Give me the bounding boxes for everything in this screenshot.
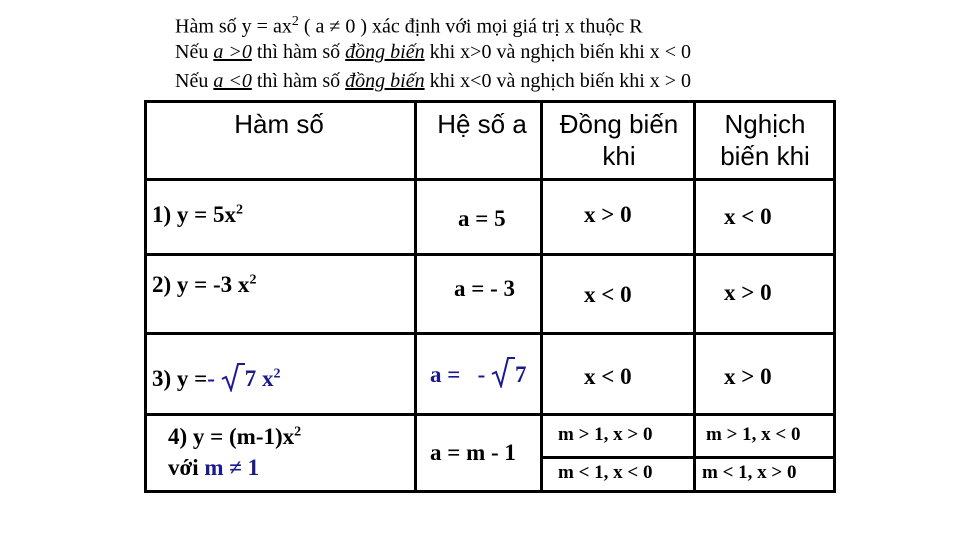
row3-function-prefix: 3) y = (152, 366, 208, 391)
row4-function (168, 424, 301, 450)
row-divider-1 (144, 253, 836, 256)
row4-increasing-1: m > 1, x > 0 (558, 424, 653, 445)
intro-line-3-a: Nếu (175, 70, 214, 92)
intro-line-3 (175, 69, 691, 93)
row3-variable: x (261, 366, 274, 391)
row-divider-3 (144, 413, 836, 416)
row3-minus-sign: - (207, 366, 215, 391)
row2-increasing: x < 0 (584, 282, 632, 307)
table-bottom-border (144, 490, 836, 493)
row2-exponent: 2 (249, 272, 257, 288)
row3-radicand: 7 (244, 366, 257, 391)
row1-coefficient: a = 5 (458, 206, 506, 231)
row4-function-text: 4) y = (m-1)x (168, 424, 295, 449)
row3-coefficient (430, 356, 527, 388)
row3-increasing: x < 0 (584, 364, 632, 389)
row4-inner-divider (540, 456, 836, 459)
row1-decreasing: x < 0 (724, 204, 772, 229)
intro-line-3-c: khi x<0 và nghịch biến khi x > 0 (424, 70, 692, 92)
row3-coefficient-minus: - (477, 362, 486, 387)
header-nghich-bien: Nghịch biến khi (720, 109, 810, 171)
intro-exponent: 2 (291, 14, 299, 29)
row4-exponent: 2 (294, 424, 302, 440)
intro-line-3-b: thì hàm số (251, 70, 346, 92)
intro-line-2-b: thì hàm số (251, 41, 346, 63)
square-root-icon (221, 362, 245, 392)
table-top-border (144, 100, 836, 103)
row3-coefficient-radicand: 7 (515, 362, 527, 387)
row1-increasing: x > 0 (584, 202, 632, 227)
row-divider-2 (144, 332, 836, 335)
row4-condition-label: với (168, 455, 199, 480)
row2-function-text: 2) y = -3 x (152, 272, 250, 297)
row3-coefficient-prefix: a = (430, 362, 461, 387)
row1-exponent: 2 (236, 202, 244, 218)
function-table (144, 100, 836, 493)
header-divider (144, 178, 836, 181)
table-right-border (833, 100, 836, 493)
intro-line-3-emphasis: đồng biến (345, 70, 425, 92)
intro-line-2 (175, 40, 691, 64)
row1-function-text: 1) y = 5x (152, 202, 237, 227)
header-ham-so: Hàm số (234, 109, 324, 139)
row4-condition-value: m ≠ 1 (204, 455, 260, 480)
row4-decreasing-1: m > 1, x < 0 (706, 424, 801, 445)
col-divider-1 (414, 100, 417, 493)
intro-line-2-emphasis: đồng biến (345, 41, 425, 63)
intro-line-2-a: Nếu (175, 41, 214, 63)
intro-line-2-c: khi x>0 và nghịch biến khi x < 0 (424, 41, 692, 63)
col-divider-2 (540, 100, 543, 493)
intro-line-2-condition: a >0 (213, 41, 252, 63)
row2-function (152, 272, 256, 298)
row2-decreasing: x > 0 (724, 280, 772, 305)
row4-increasing-2: m < 1, x < 0 (558, 462, 653, 483)
square-root-icon (491, 356, 515, 388)
intro-line-1 (175, 10, 643, 39)
intro-line-3-condition: a <0 (213, 70, 252, 92)
row4-decreasing-2: m < 1, x > 0 (702, 462, 797, 483)
row3-decreasing: x > 0 (724, 364, 772, 389)
intro-line-1-text: Hàm số y = ax (175, 15, 292, 38)
row1-function (152, 202, 243, 228)
intro-line-1-rest: ( a ≠ 0 ) xác định với mọi giá trị x thuộc R (298, 15, 643, 38)
row3-exponent: 2 (273, 366, 281, 382)
row4-condition (168, 455, 259, 481)
row2-coefficient: a = - 3 (454, 276, 516, 301)
header-dong-bien: Đồng biến khi (559, 109, 679, 171)
row3-function (152, 362, 280, 392)
header-he-so-a: Hệ số a (437, 109, 527, 139)
row4-coefficient: a = m - 1 (430, 440, 516, 465)
table-left-border (144, 100, 147, 493)
